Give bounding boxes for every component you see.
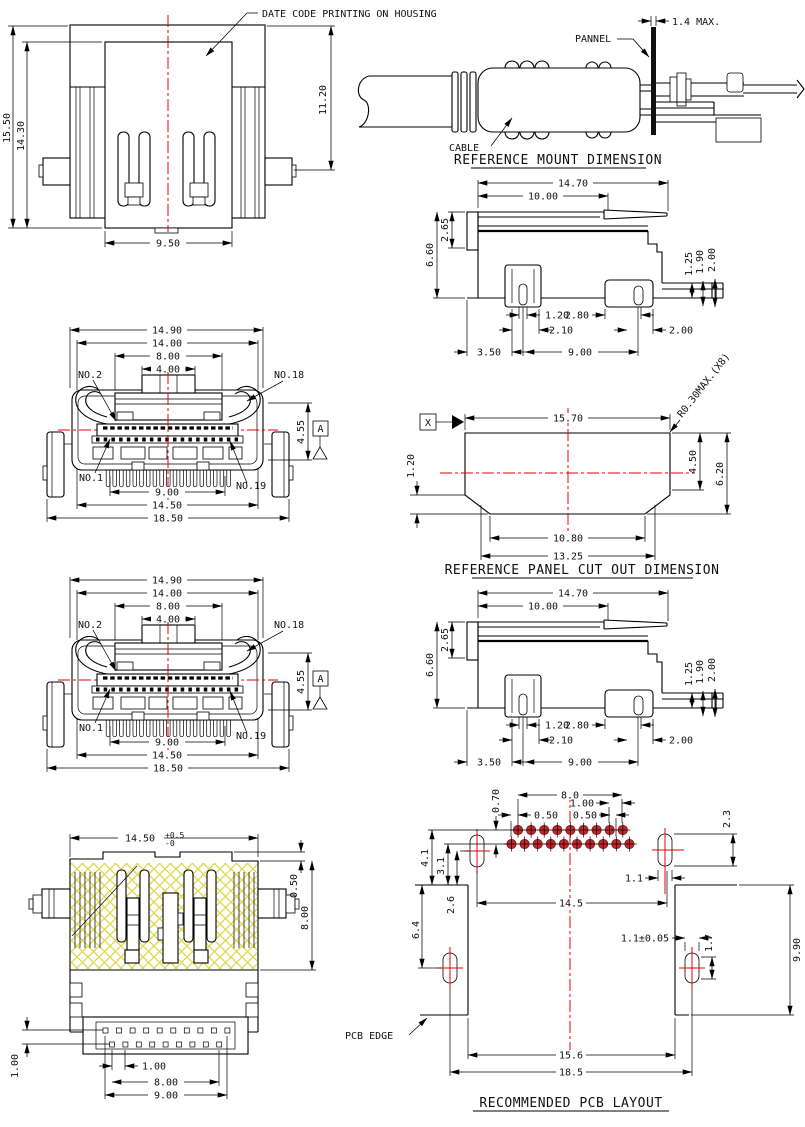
pin-label-no18: NO.18 [274, 370, 305, 381]
tolerance-plus: +0.5 [165, 831, 185, 840]
dim-0-50-top: 0.50 [289, 873, 300, 899]
dim-0-70: 0.70 [491, 788, 502, 813]
dim-14-50-top: 14.50 [124, 833, 156, 845]
panel-cutout-view [406, 351, 733, 578]
mount-view [358, 16, 804, 168]
pcb-layout-view [345, 789, 803, 1111]
dim-2-80: 2.80 [564, 310, 589, 322]
dim-15-50: 15.50 [2, 112, 13, 144]
pin-label-no19: NO.19 [236, 481, 267, 492]
panel-label: PANNEL [575, 34, 612, 45]
dim-14-00: 14.00 [151, 338, 183, 350]
dim-1-1: 1.1 [624, 873, 643, 885]
dim-2-00: 2.00 [707, 247, 718, 272]
dim-4-55: 4.55 [296, 419, 307, 445]
datum-x: X [424, 418, 432, 429]
front-pins-view-copy [43, 575, 328, 775]
dim-1-90: 1.90 [695, 249, 706, 274]
dim-10-00: 10.00 [527, 191, 559, 203]
front-pins-view [43, 325, 328, 525]
dim-14-30: 14.30 [16, 120, 27, 152]
panel-cutout-title: REFERENCE PANEL CUT OUT DIMENSION [444, 563, 720, 578]
front-housing-view [2, 9, 437, 250]
dim-14-90: 14.90 [151, 325, 183, 337]
side-view [425, 178, 723, 359]
pin-label-no2: NO.2 [78, 370, 103, 381]
dim-4-50: 4.50 [688, 449, 699, 475]
dim-1-25: 1.25 [684, 251, 695, 276]
dim-2-6: 2.6 [446, 895, 457, 914]
top-hatch-view [10, 831, 316, 1102]
dim-8-00-top: 8.00 [300, 905, 311, 931]
dim-1-1-tol: 1.1±0.05 [620, 933, 669, 945]
dim-9-50: 9.50 [155, 238, 181, 250]
mounting-legs [505, 265, 653, 307]
dim-1-20c: 1.20 [406, 453, 417, 478]
dim-2-10: 2.10 [549, 325, 574, 337]
dim-9-90: 9.90 [792, 937, 803, 963]
dim-4-00: 4.00 [155, 364, 181, 376]
dim-1-00-rows: 1.00 [10, 1053, 21, 1078]
dim-14-5: 14.5 [558, 898, 584, 910]
dim-9-00-front: 9.00 [154, 487, 180, 499]
dim-11-20: 11.20 [318, 84, 329, 116]
dim-14-70: 14.70 [557, 178, 589, 190]
cable-label: CABLE [449, 143, 480, 154]
dim-2-65: 2.65 [440, 217, 451, 243]
dim-4-1: 4.1 [420, 848, 431, 868]
dim-9-00: 9.00 [567, 347, 593, 359]
dim-14-50-front: 14.50 [151, 500, 183, 512]
dim-1-20: 1.20 [545, 310, 570, 322]
dim-2-3: 2.3 [722, 809, 733, 828]
dim-panel-thickness: 1.4 MAX. [672, 17, 721, 28]
dim-8-00: 8.00 [155, 351, 181, 363]
tolerance-minus: -0 [165, 839, 175, 848]
dim-15-70: 15.70 [552, 413, 584, 425]
dim-6-4: 6.4 [411, 920, 422, 940]
panel-bar [651, 27, 656, 135]
radius-note: R0.30MAX.(X8) [675, 351, 733, 420]
dim-15-6: 15.6 [558, 1050, 584, 1062]
dim-3-50: 3.50 [476, 347, 502, 359]
datum-a: A [317, 424, 324, 435]
dim-9-00-span: 9.00 [153, 1090, 179, 1102]
dim-3-1: 3.1 [436, 856, 447, 876]
dim-1-7: 1.7 [704, 933, 715, 952]
dim-13-25: 13.25 [552, 551, 584, 563]
dim-8-00-span: 8.00 [153, 1077, 179, 1089]
dim-8-0: 8.0 [560, 790, 580, 802]
dim-0-50-right: 0.50 [572, 810, 597, 822]
dim-18-50-front: 18.50 [152, 513, 184, 525]
dim-2-00b: 2.00 [669, 325, 694, 337]
dim-1-00-pcb: 1.00 [569, 798, 594, 810]
pcb-layout-title: RECOMMENDED PCB LAYOUT [479, 1096, 663, 1111]
date-code-callout: DATE CODE PRINTING ON HOUSING [262, 9, 437, 20]
dim-10-80: 10.80 [552, 533, 584, 545]
dim-1-00-pitch: 1.00 [142, 1061, 167, 1073]
dim-6-60: 6.60 [425, 242, 436, 268]
mount-view-title: REFERENCE MOUNT DIMENSION [453, 153, 663, 168]
dim-6-20: 6.20 [715, 461, 726, 487]
rear-connector [656, 73, 804, 142]
side-view-copy [425, 588, 723, 769]
dim-18-5: 18.5 [558, 1067, 584, 1079]
pin-label-no1: NO.1 [79, 473, 104, 484]
dim-0-50-left: 0.50 [534, 810, 559, 822]
pcb-edge-label: PCB EDGE [345, 1031, 394, 1042]
